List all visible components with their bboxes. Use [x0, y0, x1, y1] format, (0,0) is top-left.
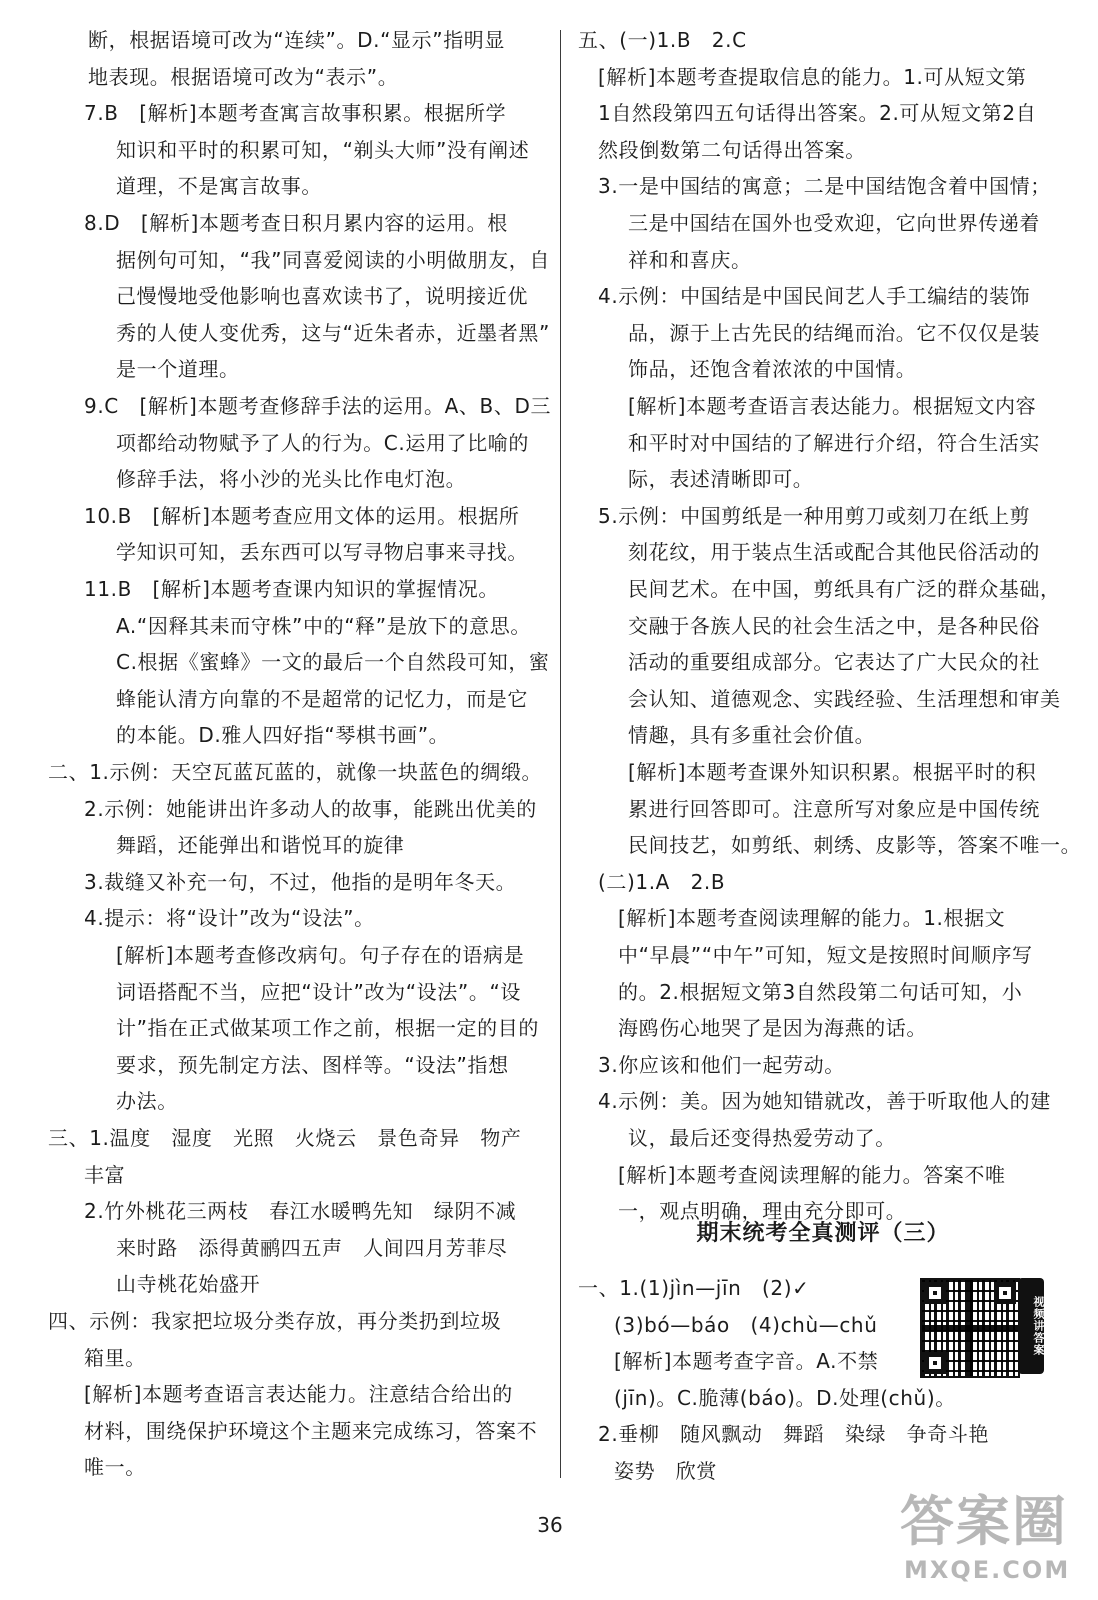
- text-line: [解析]本题考查阅读理解的能力。1.根据文: [618, 906, 1006, 931]
- text-line: 舞蹈，还能弹出和谐悦耳的旋律: [116, 833, 405, 858]
- page-number: 36: [537, 1513, 563, 1537]
- text-line: 是一个道理。: [116, 357, 240, 382]
- text-line: 来时路 添得黄鹂四五声 人间四月芳菲尽: [116, 1235, 508, 1260]
- text-line: 断，根据语境可改为“连续”。D.“显示”指明显: [88, 28, 506, 52]
- text-line: 2.垂柳 随风飘动 舞蹈 染绿 争奇斗艳: [598, 1422, 990, 1447]
- text-line: 4.示例：中国结是中国民间艺人手工编结的装饰: [598, 284, 1031, 309]
- qr-code-icon[interactable]: [920, 1278, 1020, 1378]
- text-line: 修辞手法，将小沙的光头比作电灯泡。: [116, 467, 467, 492]
- text-line: (二)1.A 2.B: [598, 869, 726, 894]
- text-line: 2.竹外桃花三两枝 春江水暖鸭先知 绿阴不减: [84, 1199, 517, 1224]
- text-line: [解析]本题考查字音。A.不禁: [614, 1349, 879, 1374]
- text-line: 五、(一)1.B 2.C: [578, 28, 747, 52]
- text-line: 5.示例：中国剪纸是一种用剪刀或刻刀在纸上剪: [598, 503, 1031, 528]
- text-line: 民间技艺，如剪纸、刺绣、皮影等，答案不唯一。: [628, 833, 1082, 858]
- text-line: 姿势 欣赏: [614, 1459, 717, 1483]
- text-line: 三、1.温度 湿度 光照 火烧云 景色奇异 物产: [48, 1126, 522, 1150]
- text-line: 活动的重要组成部分。它表达了广大民众的社: [628, 650, 1040, 675]
- text-line: 项都给动物赋予了人的行为。C.运用了比喻的: [116, 430, 529, 455]
- text-line: 的。2.根据短文第3自然段第二句话可知，小: [618, 979, 1023, 1004]
- text-line: 一、1.(1)jìn—jīn (2)✓: [578, 1276, 810, 1300]
- text-line: (3)bó—báo (4)chù—chǔ: [614, 1312, 878, 1337]
- text-line: [解析]本题考查阅读理解的能力。答案不唯: [618, 1162, 1006, 1187]
- text-line: 办法。: [116, 1089, 178, 1114]
- text-line: (jīn)。C.脆薄(báo)。D.处理(chǔ)。: [614, 1385, 956, 1410]
- text-line: 然段倒数第二句话得出答案。: [598, 137, 866, 162]
- text-line: [解析]本题考查语言表达能力。根据短文内容: [628, 394, 1037, 418]
- text-line: 2.示例：她能讲出许多动人的故事，能跳出优美的: [84, 796, 537, 821]
- text-line: 祥和和喜庆。: [628, 247, 752, 272]
- text-line: 秀的人使人变优秀，这与“近朱者赤，近墨者黑”: [116, 320, 550, 345]
- text-line: [解析]本题考查修改病句。句子存在的语病是: [116, 943, 525, 967]
- text-line: 10.B [解析]本题考查应用文体的运用。根据所: [84, 503, 520, 528]
- text-line: 交融于各族人民的社会生活之中，是各种民俗: [628, 613, 1040, 638]
- text-line: 唯一。: [84, 1455, 146, 1480]
- text-line: 1自然段第四五句话得出答案。2.可从短文第2自: [598, 101, 1037, 126]
- text-line: 饰品，还饱含着浓浓的中国情。: [628, 357, 917, 382]
- text-line: 丰富: [84, 1162, 126, 1187]
- watermark-logo-text: 答案圈: [900, 1490, 1068, 1553]
- text-line: 民间艺术。在中国，剪纸具有广泛的群众基础，: [628, 577, 1061, 601]
- text-line: 词语搭配不当，应把“设计”改为“设法”。“设: [116, 979, 522, 1004]
- text-line: 际，表述清晰即可。: [628, 467, 814, 492]
- text-line: 计”指在正式做某项工作之前，根据一定的目的: [116, 1016, 539, 1041]
- text-line: 道理，不是寓言故事。: [116, 174, 322, 199]
- text-line: [解析]本题考查语言表达能力。注意结合给出的: [84, 1382, 513, 1407]
- text-line: 要求，预先制定方法、图样等。“设法”指想: [116, 1052, 509, 1077]
- text-line: 海鸥伤心地哭了是因为海燕的话。: [618, 1016, 927, 1041]
- watermark: [900, 1490, 1080, 1590]
- text-line: 7.B [解析]本题考查寓言故事积累。根据所学: [84, 101, 507, 126]
- text-line: 己慢慢地受他影响也喜欢读书了，说明接近优: [116, 284, 528, 309]
- text-line: 4.示例：美。因为她知错就改，善于听取他人的建: [598, 1089, 1051, 1114]
- text-line: 一，观点明确，理由充分即可。: [618, 1199, 907, 1224]
- text-line: 蜂能认清方向靠的不是超常的记忆力，而是它: [116, 686, 528, 711]
- text-line: 11.B [解析]本题考查课内知识的掌握情况。: [84, 577, 499, 601]
- text-line: 知识和平时的积累可知，“剃头大师”没有阐述: [116, 137, 530, 162]
- text-line: 箱里。: [84, 1345, 146, 1370]
- section-title: 期末统考全真测评（三）: [696, 1221, 950, 1246]
- text-line: 品，源于上古先民的结绳而治。它不仅仅是装: [628, 320, 1040, 345]
- text-line: 3.一是中国结的寓意；二是中国结饱含着中国情；: [598, 174, 1051, 199]
- text-line: [解析]本题考查提取信息的能力。1.可从短文第: [598, 64, 1027, 89]
- text-line: 8.D [解析]本题考查日积月累内容的运用。根: [84, 211, 508, 235]
- text-line: 会认知、道德观念、实践经验、生活理想和审美: [628, 686, 1061, 711]
- text-line: 3.你应该和他们一起劳动。: [598, 1052, 845, 1077]
- text-line: 议，最后还变得热爱劳动了。: [628, 1126, 896, 1150]
- text-line: 9.C [解析]本题考查修辞手法的运用。A、B、D三: [84, 394, 552, 418]
- text-line: 山寺桃花始盛开: [116, 1272, 261, 1297]
- text-line: 中“早晨”“中午”可知，短文是按照时间顺序写: [618, 943, 1033, 967]
- watermark-url: MXQE.COM: [904, 1556, 1071, 1584]
- text-line: 3.裁缝又补充一句，不过，他指的是明年冬天。: [84, 869, 517, 894]
- text-line: 二、1.示例：天空瓦蓝瓦蓝的，就像一块蓝色的绸缎。: [48, 760, 543, 784]
- text-line: 三是中国结在国外也受欢迎，它向世界传递着: [628, 211, 1040, 235]
- text-line: 和平时对中国结的了解进行介绍，符合生活实: [628, 430, 1040, 455]
- text-line: 的本能。D.雅人四好指“琴棋书画”。: [116, 723, 450, 748]
- text-line: 情趣，具有多重社会价值。: [628, 723, 876, 748]
- text-line: 学知识可知，丢东西可以写寻物启事来寻找。: [116, 540, 528, 565]
- text-line: 材料，围绕保护环境这个主题来完成练习，答案不: [84, 1418, 538, 1443]
- text-line: 四、示例：我家把垃圾分类存放，再分类扔到垃圾: [48, 1309, 502, 1333]
- text-line: [解析]本题考查课外知识积累。根据平时的积: [628, 760, 1037, 784]
- text-line: 累进行回答即可。注意所写对象应是中国传统: [628, 796, 1040, 821]
- text-line: 刻花纹，用于装点生活或配合其他民俗活动的: [628, 540, 1040, 565]
- qr-label: 视频讲答案: [1018, 1278, 1044, 1374]
- text-line: 4.提示：将“设计”改为“设法”。: [84, 906, 375, 931]
- text-line: A.“因释其耒而守株”中的“释”是放下的意思。: [116, 613, 531, 638]
- column-divider: [560, 30, 561, 1478]
- text-line: 地表现。根据语境可改为“表示”。: [88, 64, 399, 89]
- text-line: 据例句可知，“我”同喜爱阅读的小明做朋友，自: [116, 247, 550, 272]
- text-line: C.根据《蜜蜂》一文的最后一个自然段可知，蜜: [116, 650, 550, 675]
